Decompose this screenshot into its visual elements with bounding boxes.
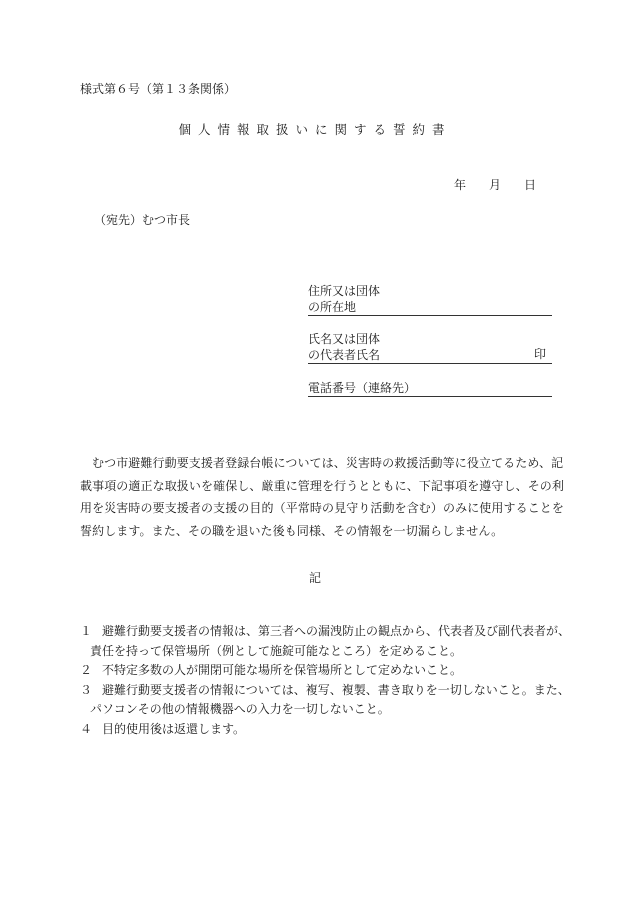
document-title: 個人情報取扱いに関する誓約書 xyxy=(178,122,452,137)
list-item xyxy=(80,681,570,720)
name-label-line2: の代表者氏名 xyxy=(308,348,381,362)
pledge-line: 用を災害時の要支援者の支援の目的（平常時の見守り活動を含む）のみに使用することを xyxy=(80,501,565,515)
item-text: 責任を持って保管場所（例として施錠可能なところ）を定めること。 xyxy=(90,643,463,658)
list-item xyxy=(80,622,571,661)
date-day-label: 日 xyxy=(524,178,537,192)
item-number: ２ xyxy=(80,663,93,677)
item-number: １ xyxy=(80,624,93,638)
item-text: 目的使用後は返還します。 xyxy=(102,721,246,736)
address-field xyxy=(308,283,552,316)
ki-heading: 記 xyxy=(308,571,321,585)
item-number: ３ xyxy=(80,682,93,697)
item-number: ４ xyxy=(80,721,93,736)
pledge-line: むつ市避難行動要支援者登録台帳については、災害時の救援活動等に役立てるため、記 xyxy=(92,456,564,470)
phone-field xyxy=(308,380,552,397)
pledge-line: 載事項の適正な取扱いを確保し、厳重に管理を行うとともに、下記事項を遵守し、その利 xyxy=(80,478,565,493)
pledge-paragraph xyxy=(80,452,565,542)
item-text: 避難行動要支援者の情報は、第三者への漏洩防止の観点から、代表者及び副代表者が、 xyxy=(102,624,571,638)
address-label-line1: 住所又は団体 xyxy=(308,284,381,298)
item-text: 不特定多数の人が開閉可能な場所を保管場所として定めないこと。 xyxy=(102,663,463,677)
item-text: 避難行動要支援者の情報については、複写、複製、書き取りを一切しないこと。また、 xyxy=(102,682,570,697)
form-number: 様式第６号（第１３条関係） xyxy=(80,82,237,96)
list-item xyxy=(80,720,560,740)
list-item xyxy=(80,661,560,681)
pledge-line: 誓約します。また、その職を退いた後も同様、その情報を一切漏らしません。 xyxy=(80,523,504,538)
seal-mark: 印 xyxy=(533,347,546,361)
phone-label: 電話番号（連絡先） xyxy=(308,381,417,395)
name-field xyxy=(308,331,552,364)
addressee: （宛先）むつ市長 xyxy=(94,213,191,227)
date-month-label: 月 xyxy=(489,178,502,192)
name-label-line1: 氏名又は団体 xyxy=(308,332,381,346)
date-year-label: 年 xyxy=(454,178,467,192)
item-list xyxy=(80,622,571,739)
item-text: パソコンその他の情報機器への入力を一切しないこと。 xyxy=(90,702,390,716)
address-label-line2: の所在地 xyxy=(308,300,357,314)
